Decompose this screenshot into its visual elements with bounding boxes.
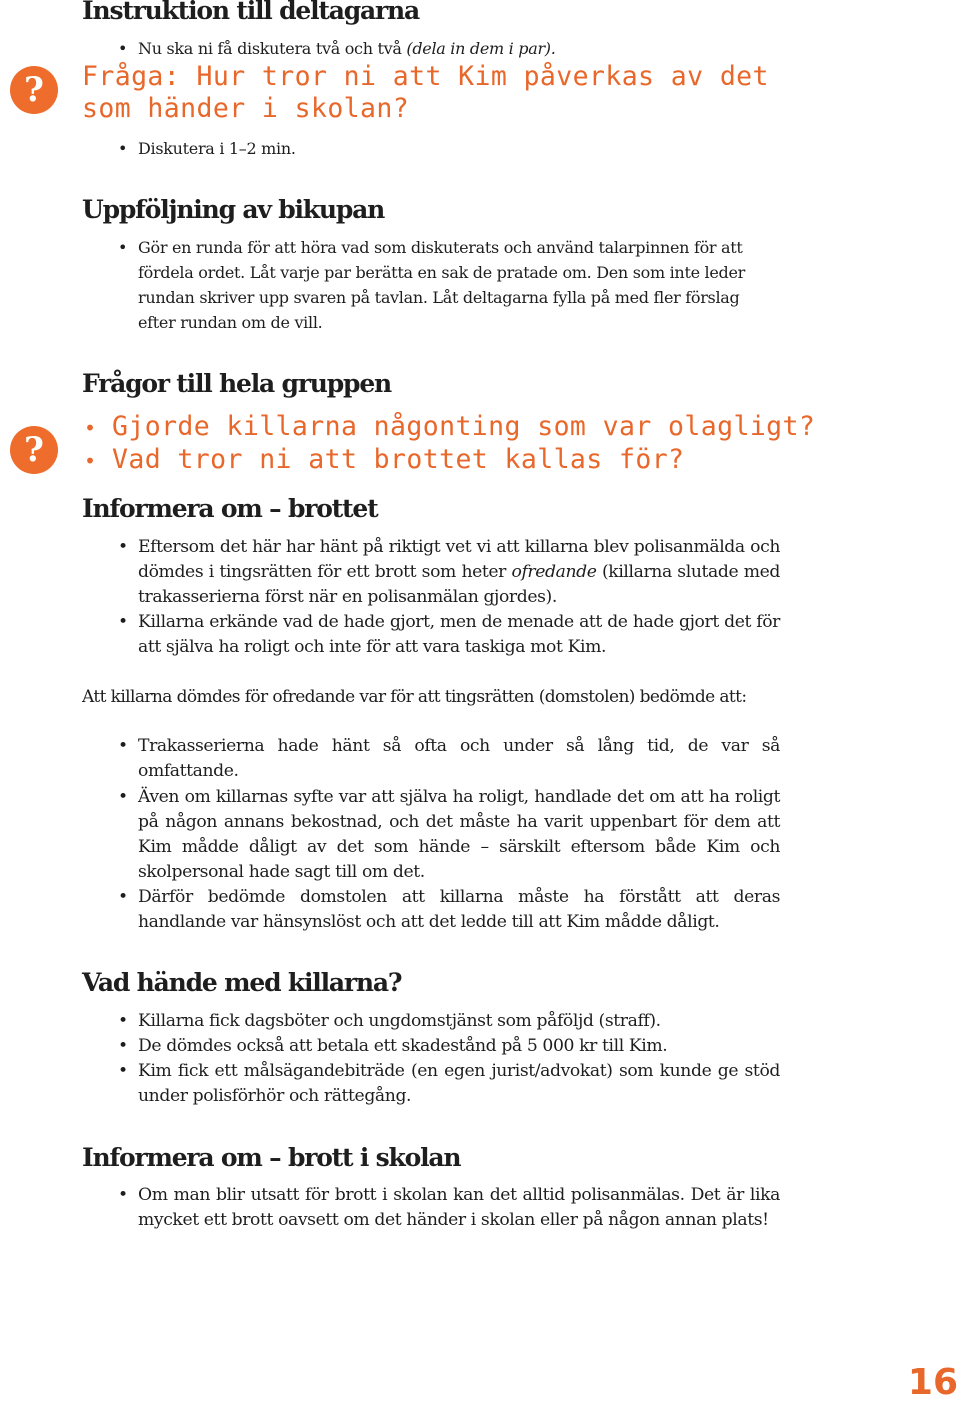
list-item: • Trakasserierna hade hänt så ofta och under så lång tid, de var så omfattande. <box>118 736 780 781</box>
group-question-item: • Vad tror ni att brottet kallas för? <box>84 444 685 475</box>
heading-uppfoljning: Uppföljning av bikupan <box>82 195 385 224</box>
list-item: • De dömdes också att betala ett skadestånd på 5 000 kr till Kim. <box>118 1036 668 1056</box>
heading-vad-hande: Vad hände med killarna? <box>82 968 402 997</box>
list-item: • Gör en runda för att höra vad som diskuterats och använd talarpinnen för att fördela ordet. Låt varje par berätta en sak de pratade om. Den som inte leder rundan skriver upp svaren på tavlan. Låt deltagarna fylla på med fler förslag efter rundan om de vill. <box>118 238 745 332</box>
list-item: • Diskutera i 1–2 min. <box>118 139 296 158</box>
heading-informera-skolan: Informera om – brott i skolan <box>82 1143 461 1172</box>
question-mark-icon: ? <box>10 66 58 114</box>
list-item: • Nu ska ni få diskutera två och två (dela in dem i par). <box>118 39 556 58</box>
heading-instruktion: Instruktion till deltagarna <box>82 0 419 25</box>
list-item: • Eftersom det här har hänt på riktigt vet vi att killarna blev polisanmälda och dömdes i tingsrätten för ett brott som heter ofredande (killarna slutade med trakasserierna först när en polisanmälan gjordes). <box>118 537 780 607</box>
question-mark-icon: ? <box>10 426 58 474</box>
group-question-item: • Gjorde killarna någonting som var olagligt? <box>84 411 816 442</box>
list-item: • Killarna erkände vad de hade gjort, men de menade att de hade gjort det för att själva ha roligt och inte för att vara taskiga mot Kim. <box>118 612 780 657</box>
heading-informera-brottet: Informera om – brottet <box>82 494 378 523</box>
page-number: 16 <box>907 1362 958 1403</box>
list-item: • Därför bedömde domstolen att killarna måste ha förstått att deras handlande var hänsynslöst och att det ledde till att Kim mådde dåligt. <box>118 887 780 932</box>
list-item: • Även om killarnas syfte var att själva ha roligt, handlade det om att ha roligt på någon annans bekostnad, och det måste ha varit uppenbart för dem att Kim mådde dåligt av det som hände – särskilt eftersom både Kim och skolpersonal hade sagt till om det. <box>118 787 780 882</box>
group-questions <box>84 411 815 477</box>
list-item: • Killarna fick dagsböter och ungdomstjänst som påföljd (straff). <box>118 1011 661 1031</box>
discussion-question: Fråga: Hur tror ni att Kim påverkas av det som händer i skolan? <box>82 61 769 124</box>
list-item: • Kim fick ett målsägandebiträde (en egen jurist/advokat) som kunde ge stöd under polisförhör och rättegång. <box>118 1061 780 1106</box>
heading-fragor: Frågor till hela gruppen <box>82 369 392 398</box>
paragraph: Att killarna dömdes för ofredande var för att tingsrätten (domstolen) bedömde att: <box>82 687 747 707</box>
list-item: • Om man blir utsatt för brott i skolan kan det alltid polisanmälas. Det är lika mycket ett brott oavsett om det händer i skolan eller på någon annan plats! <box>118 1185 780 1230</box>
